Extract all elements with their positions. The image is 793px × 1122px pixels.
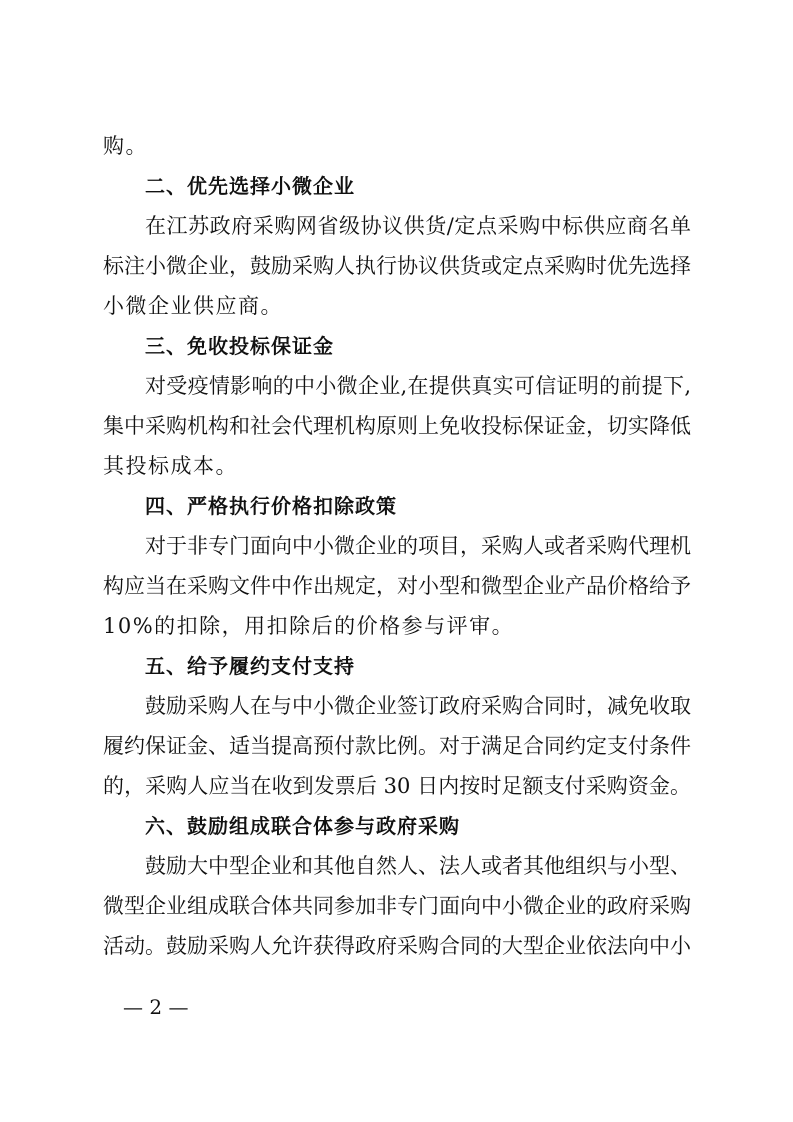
paragraph-line: 其投标成本。 (103, 454, 238, 478)
paragraph-line: 鼓励大中型企业和其他自然人、法人或者其他组织与小型、 (145, 854, 691, 878)
paragraph-line: 履约保证金、适当提高预付款比例。对于满足合同约定支付条件 (103, 734, 691, 758)
paragraph-line: 在江苏政府采购网省级协议供货/定点采购中标供应商名单 (145, 214, 691, 238)
paragraph-line: 购。 (103, 134, 148, 158)
paragraph-line: 标注小微企业，鼓励采购人执行协议供货或定点采购时优先选择 (103, 254, 691, 278)
paragraph-line: 集中采购机构和社会代理机构原则上免收投标保证金，切实降低 (103, 414, 691, 438)
page-number: — 2 — (123, 995, 189, 1019)
paragraph-line: 小微企业供应商。 (103, 294, 283, 318)
paragraph-line: 鼓励采购人在与中小微企业签订政府采购合同时，减免收取 (145, 694, 691, 718)
paragraph-line: 微型企业组成联合体共同参加非专门面向中小微企业的政府采购 (103, 894, 691, 918)
paragraph-line: 活动。鼓励采购人允许获得政府采购合同的大型企业依法向中小 (103, 934, 691, 958)
section-heading-4: 四、严格执行价格扣除政策 (145, 494, 397, 518)
paragraph-line: 构应当在采购文件中作出规定，对小型和微型企业产品价格给予 (103, 574, 691, 598)
section-heading-6: 六、鼓励组成联合体参与政府采购 (145, 814, 460, 838)
section-heading-2: 二、优先选择小微企业 (145, 174, 355, 198)
paragraph-line: 的，采购人应当在收到发票后 30 日内按时足额支付采购资金。 (103, 774, 691, 798)
section-heading-5: 五、给予履约支付支持 (145, 654, 355, 678)
paragraph-line: 对受疫情影响的中小微企业,在提供真实可信证明的前提下, (145, 374, 691, 398)
paragraph-line: 10%的扣除，用扣除后的价格参与评审。 (103, 614, 515, 638)
section-heading-3: 三、免收投标保证金 (145, 334, 334, 358)
paragraph-line: 对于非专门面向中小微企业的项目，采购人或者采购代理机 (145, 534, 691, 558)
